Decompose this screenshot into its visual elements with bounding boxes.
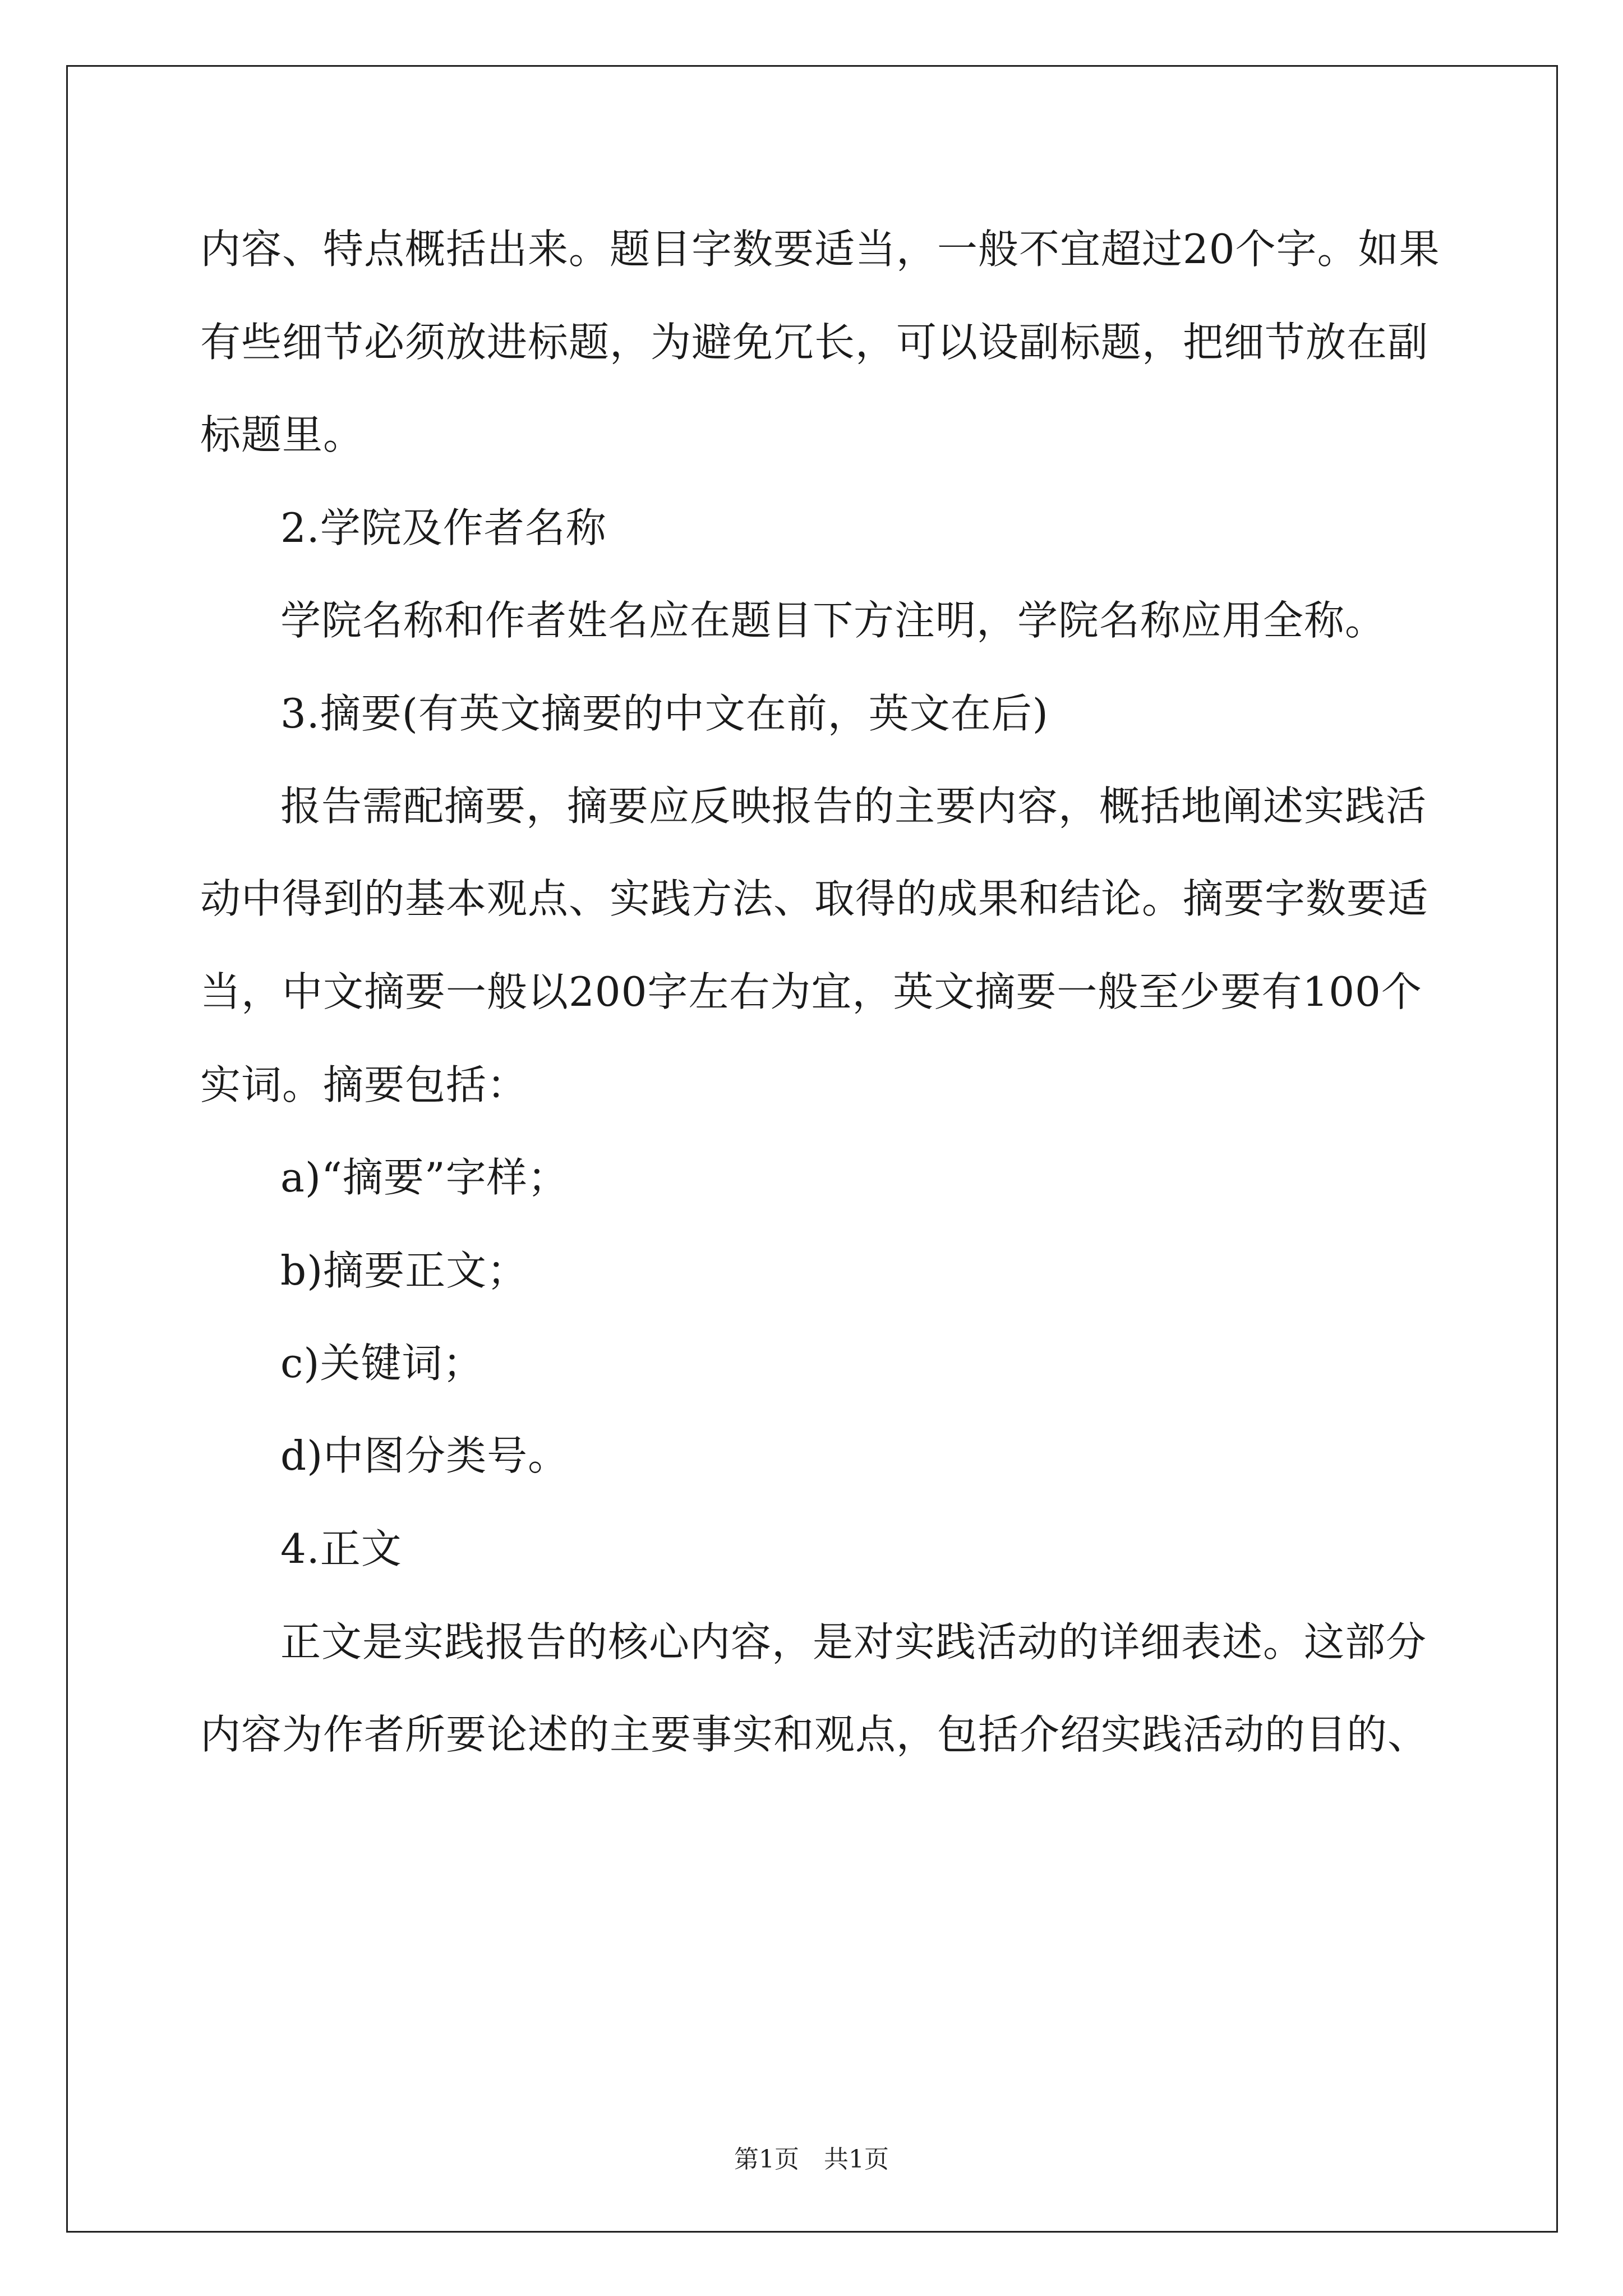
section-heading: 2.学院及作者名称 [280,504,607,551]
list-item: b)摘要正文； [280,1247,528,1294]
paragraph-line: 学院名称和作者姓名应在题目下方注明，学院名称应用全称。 [280,597,1386,644]
paragraph-line: 内容为作者所要论述的主要事实和观点，包括介绍实践活动的目的、 [200,1711,1429,1758]
page-border [66,65,1558,2233]
section-heading: 4.正文 [280,1525,402,1572]
section-heading: 3.摘要(有英文摘要的中文在前，英文在后) [280,690,1049,737]
paragraph-line: 内容、特点概括出来。题目字数要适当，一般不宜超过20个字。如果 [200,226,1440,273]
paragraph-line: 报告需配摘要，摘要应反映报告的主要内容，概括地阐述实践活 [280,783,1427,830]
paragraph-line: 标题里。 [200,411,365,458]
page-footer: 第1页 共1页 [734,2145,889,2174]
paragraph-line: 正文是实践报告的核心内容，是对实践活动的详细表述。这部分 [280,1618,1427,1665]
list-item: c)关键词； [280,1340,484,1387]
paragraph-line: 动中得到的基本观点、实践方法、取得的成果和结论。摘要字数要适 [200,875,1429,922]
paragraph-line: 有些细节必须放进标题，为避免冗长，可以设副标题，把细节放在副 [200,319,1429,366]
list-item: a)“摘要”字样； [280,1154,569,1201]
paragraph-line: 当，中文摘要一般以200字左右为宜，英文摘要一般至少要有100个 [200,968,1422,1015]
list-item: d)中图分类号。 [280,1432,569,1479]
paragraph-line: 实词。摘要包括： [200,1061,528,1108]
